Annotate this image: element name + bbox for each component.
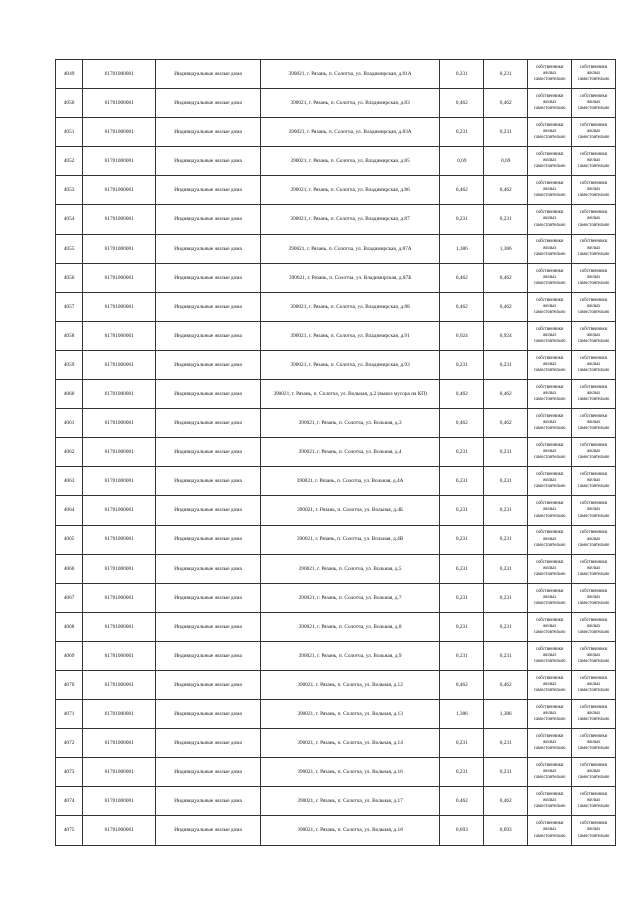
table-row [56, 612, 616, 641]
row-number-cell: 4055 [56, 234, 83, 263]
owner-party-cell: собственники жилых самостоятельно [572, 409, 616, 438]
row-number-cell: 4068 [56, 612, 83, 641]
address-cell: 390021, г. Рязань, п. Солотча, ул. Вольная, д.8 [260, 612, 440, 641]
table-row [56, 670, 616, 699]
responsible-party-cell: собственники жилых самостоятельно [528, 409, 572, 438]
oktmo-code-cell: 61701000001 [83, 60, 156, 89]
row-number-cell: 4053 [56, 176, 83, 205]
table-row [56, 147, 616, 176]
table-row [56, 758, 616, 787]
owner-party-cell: собственники жилых самостоятельно [572, 147, 616, 176]
volume-total-cell: 0,231 [484, 525, 528, 554]
object-type-cell: Индивидуальные жилые дома [156, 380, 260, 409]
object-type-cell: Индивидуальные жилые дома [156, 467, 260, 496]
volume-cell: 0,462 [440, 670, 484, 699]
address-cell: 390021, г. Рязань, п. Солотча, ул. Владимирская, д.86 [260, 176, 440, 205]
row-number-cell: 4063 [56, 467, 83, 496]
responsible-party-cell: собственники жилых самостоятельно [528, 729, 572, 758]
row-number-cell: 4057 [56, 292, 83, 321]
responsible-party-cell: собственники жилых самостоятельно [528, 205, 572, 234]
object-type-cell: Индивидуальные жилые дома [156, 147, 260, 176]
address-cell: 390021, г. Рязань, п. Солотча, ул. Вольная, д.4В [260, 525, 440, 554]
oktmo-code-cell: 61701000001 [83, 409, 156, 438]
volume-cell: 0,231 [440, 612, 484, 641]
oktmo-code-cell: 61701000001 [83, 263, 156, 292]
address-cell: 390021, г. Рязань, п. Солотча, ул. Владимирская, д.87 [260, 205, 440, 234]
volume-cell: 0,924 [440, 321, 484, 350]
object-type-cell: Индивидуальные жилые дома [156, 787, 260, 816]
row-number-cell: 4069 [56, 641, 83, 670]
row-number-cell: 4058 [56, 321, 83, 350]
object-type-cell: Индивидуальные жилые дома [156, 350, 260, 379]
responsible-party-cell: собственники жилых самостоятельно [528, 263, 572, 292]
responsible-party-cell: собственники жилых самостоятельно [528, 583, 572, 612]
owner-party-cell: собственники жилых самостоятельно [572, 583, 616, 612]
object-type-cell: Индивидуальные жилые дома [156, 409, 260, 438]
volume-total-cell: 0,231 [484, 350, 528, 379]
table-row [56, 641, 616, 670]
owner-party-cell: собственники жилых самостоятельно [572, 350, 616, 379]
volume-total-cell: 0,693 [484, 816, 528, 845]
row-number-cell: 4072 [56, 729, 83, 758]
object-type-cell: Индивидуальные жилые дома [156, 554, 260, 583]
address-cell: 390021, г. Рязань, п. Солотча, ул. Владимирская, д.81А [260, 60, 440, 89]
oktmo-code-cell: 61701000001 [83, 380, 156, 409]
responsible-party-cell: собственники жилых самостоятельно [528, 525, 572, 554]
address-cell: 390021, г. Рязань, п. Солотча, ул. Владимирская, д.87Б [260, 263, 440, 292]
responsible-party-cell: собственники жилых самостоятельно [528, 467, 572, 496]
owner-party-cell: собственники жилых самостоятельно [572, 612, 616, 641]
row-number-cell: 4061 [56, 409, 83, 438]
row-number-cell: 4071 [56, 700, 83, 729]
address-cell: 390021, г. Рязань, п. Солотча, ул. Владимирская, д.85 [260, 147, 440, 176]
owner-party-cell: собственники жилых самостоятельно [572, 641, 616, 670]
address-cell: 390021, г. Рязань, п. Солотча, ул. Владимирская, д.91 [260, 321, 440, 350]
volume-total-cell: 0,462 [484, 176, 528, 205]
owner-party-cell: собственники жилых самостоятельно [572, 176, 616, 205]
object-type-cell: Индивидуальные жилые дома [156, 670, 260, 699]
volume-cell: 0,231 [440, 758, 484, 787]
volume-total-cell: 0,462 [484, 787, 528, 816]
table-row [56, 700, 616, 729]
address-cell: 390021, г. Рязань, п. Солотча, ул. Вольная, д.18 [260, 816, 440, 845]
object-type-cell: Индивидуальные жилые дома [156, 583, 260, 612]
address-cell: 390021, г. Рязань, п. Солотча, ул. Владимирская, д.87А [260, 234, 440, 263]
volume-cell: 0,69 [440, 147, 484, 176]
address-cell: 390021, г. Рязань, п. Солотча, ул. Вольная, д.4Б [260, 496, 440, 525]
volume-total-cell: 0,462 [484, 380, 528, 409]
owner-party-cell: собственники жилых самостоятельно [572, 60, 616, 89]
responsible-party-cell: собственники жилых самостоятельно [528, 321, 572, 350]
object-type-cell: Индивидуальные жилые дома [156, 816, 260, 845]
table-row [56, 787, 616, 816]
volume-total-cell: 0,462 [484, 89, 528, 118]
oktmo-code-cell: 61701000001 [83, 496, 156, 525]
oktmo-code-cell: 61701000001 [83, 554, 156, 583]
oktmo-code-cell: 61701000001 [83, 438, 156, 467]
table-row [56, 60, 616, 89]
volume-total-cell: 0,231 [484, 641, 528, 670]
volume-total-cell: 0,231 [484, 729, 528, 758]
owner-party-cell: собственники жилых самостоятельно [572, 729, 616, 758]
registry-table [55, 59, 616, 846]
address-cell: 390021, г. Рязань, п. Солотча, ул. Владимирская, д.83А [260, 118, 440, 147]
address-cell: 390021, г. Рязань, п. Солотча, ул. Вольная, д.9 [260, 641, 440, 670]
oktmo-code-cell: 61701000001 [83, 816, 156, 845]
responsible-party-cell: собственники жилых самостоятельно [528, 350, 572, 379]
table-row [56, 583, 616, 612]
volume-total-cell: 0,462 [484, 263, 528, 292]
address-cell: 390021, г. Рязань, п. Солотча, ул. Вольная, д.7 [260, 583, 440, 612]
oktmo-code-cell: 61701000001 [83, 729, 156, 758]
table-row [56, 525, 616, 554]
volume-cell: 0,231 [440, 60, 484, 89]
oktmo-code-cell: 61701000001 [83, 205, 156, 234]
responsible-party-cell: собственники жилых самостоятельно [528, 292, 572, 321]
volume-cell: 0,231 [440, 438, 484, 467]
object-type-cell: Индивидуальные жилые дома [156, 89, 260, 118]
owner-party-cell: собственники жилых самостоятельно [572, 554, 616, 583]
row-number-cell: 4073 [56, 758, 83, 787]
table-row [56, 263, 616, 292]
owner-party-cell: собственники жилых самостоятельно [572, 205, 616, 234]
volume-total-cell: 0,462 [484, 409, 528, 438]
object-type-cell: Индивидуальные жилые дома [156, 321, 260, 350]
oktmo-code-cell: 61701000001 [83, 234, 156, 263]
table-body [56, 60, 616, 846]
owner-party-cell: собственники жилых самостоятельно [572, 816, 616, 845]
volume-total-cell: 0,231 [484, 554, 528, 583]
object-type-cell: Индивидуальные жилые дома [156, 612, 260, 641]
responsible-party-cell: собственники жилых самостоятельно [528, 612, 572, 641]
volume-cell: 0,693 [440, 816, 484, 845]
volume-cell: 0,462 [440, 89, 484, 118]
address-cell: 390021, г. Рязань, п. Солотча, ул. Владимирская, д.93 [260, 350, 440, 379]
volume-cell: 0,231 [440, 641, 484, 670]
row-number-cell: 4070 [56, 670, 83, 699]
table-row [56, 89, 616, 118]
volume-total-cell: 0,231 [484, 583, 528, 612]
row-number-cell: 4051 [56, 118, 83, 147]
owner-party-cell: собственники жилых самостоятельно [572, 467, 616, 496]
owner-party-cell: собственники жилых самостоятельно [572, 525, 616, 554]
table-row [56, 350, 616, 379]
object-type-cell: Индивидуальные жилые дома [156, 438, 260, 467]
table-row [56, 380, 616, 409]
address-cell: 390021, г. Рязань, п. Солотча, ул. Вольная, д.4А [260, 467, 440, 496]
volume-total-cell: 0,231 [484, 60, 528, 89]
owner-party-cell: собственники жилых самостоятельно [572, 787, 616, 816]
volume-cell: 0,231 [440, 525, 484, 554]
responsible-party-cell: собственники жилых самостоятельно [528, 89, 572, 118]
row-number-cell: 4067 [56, 583, 83, 612]
object-type-cell: Индивидуальные жилые дома [156, 758, 260, 787]
oktmo-code-cell: 61701000001 [83, 118, 156, 147]
volume-total-cell: 0,462 [484, 292, 528, 321]
oktmo-code-cell: 61701000001 [83, 176, 156, 205]
table-row [56, 118, 616, 147]
table-row [56, 496, 616, 525]
owner-party-cell: собственники жилых самостоятельно [572, 292, 616, 321]
oktmo-code-cell: 61701000001 [83, 292, 156, 321]
volume-cell: 0,462 [440, 380, 484, 409]
responsible-party-cell: собственники жилых самостоятельно [528, 147, 572, 176]
table-row [56, 729, 616, 758]
table-row [56, 438, 616, 467]
oktmo-code-cell: 61701000001 [83, 787, 156, 816]
oktmo-code-cell: 61701000001 [83, 147, 156, 176]
volume-cell: 0,462 [440, 409, 484, 438]
responsible-party-cell: собственники жилых самостоятельно [528, 816, 572, 845]
oktmo-code-cell: 61701000001 [83, 670, 156, 699]
row-number-cell: 4049 [56, 60, 83, 89]
volume-total-cell: 0,69 [484, 147, 528, 176]
row-number-cell: 4075 [56, 816, 83, 845]
owner-party-cell: собственники жилых самостоятельно [572, 438, 616, 467]
address-cell: 390021, г. Рязань, п. Солотча, ул. Вольная, д.2 (вывоз мусора на КП) [260, 380, 440, 409]
address-cell: 390021, г. Рязань, п. Солотча, ул. Владимирская, д.83 [260, 89, 440, 118]
object-type-cell: Индивидуальные жилые дома [156, 641, 260, 670]
volume-total-cell: 0,231 [484, 467, 528, 496]
table-row [56, 321, 616, 350]
object-type-cell: Индивидуальные жилые дома [156, 205, 260, 234]
responsible-party-cell: собственники жилых самостоятельно [528, 60, 572, 89]
volume-cell: 0,462 [440, 176, 484, 205]
owner-party-cell: собственники жилых самостоятельно [572, 118, 616, 147]
object-type-cell: Индивидуальные жилые дома [156, 60, 260, 89]
volume-cell: 0,231 [440, 729, 484, 758]
object-type-cell: Индивидуальные жилые дома [156, 525, 260, 554]
owner-party-cell: собственники жилых самостоятельно [572, 380, 616, 409]
volume-cell: 1,386 [440, 700, 484, 729]
table-row [56, 816, 616, 845]
volume-cell: 0,231 [440, 554, 484, 583]
oktmo-code-cell: 61701000001 [83, 350, 156, 379]
responsible-party-cell: собственники жилых самостоятельно [528, 496, 572, 525]
object-type-cell: Индивидуальные жилые дома [156, 176, 260, 205]
volume-total-cell: 0,231 [484, 758, 528, 787]
row-number-cell: 4066 [56, 554, 83, 583]
volume-total-cell: 0,231 [484, 612, 528, 641]
responsible-party-cell: собственники жилых самостоятельно [528, 554, 572, 583]
object-type-cell: Индивидуальные жилые дома [156, 496, 260, 525]
address-cell: 390021, г. Рязань, п. Солотча, ул. Вольная, д.12 [260, 670, 440, 699]
responsible-party-cell: собственники жилых самостоятельно [528, 700, 572, 729]
row-number-cell: 4052 [56, 147, 83, 176]
address-cell: 390021, г. Рязань, п. Солотча, ул. Вольная, д.3 [260, 409, 440, 438]
volume-cell: 0,231 [440, 467, 484, 496]
table-row [56, 176, 616, 205]
volume-cell: 0,462 [440, 263, 484, 292]
volume-total-cell: 0,462 [484, 670, 528, 699]
address-cell: 390021, г. Рязань, п. Солотча, ул. Вольная, д.5 [260, 554, 440, 583]
volume-total-cell: 0,231 [484, 438, 528, 467]
oktmo-code-cell: 61701000001 [83, 525, 156, 554]
object-type-cell: Индивидуальные жилые дома [156, 118, 260, 147]
volume-total-cell: 1,386 [484, 700, 528, 729]
row-number-cell: 4059 [56, 350, 83, 379]
table-row [56, 554, 616, 583]
object-type-cell: Индивидуальные жилые дома [156, 700, 260, 729]
volume-cell: 0,462 [440, 292, 484, 321]
object-type-cell: Индивидуальные жилые дома [156, 292, 260, 321]
volume-total-cell: 0,231 [484, 118, 528, 147]
oktmo-code-cell: 61701000001 [83, 467, 156, 496]
row-number-cell: 4064 [56, 496, 83, 525]
row-number-cell: 4062 [56, 438, 83, 467]
row-number-cell: 4060 [56, 380, 83, 409]
responsible-party-cell: собственники жилых самостоятельно [528, 787, 572, 816]
owner-party-cell: собственники жилых самостоятельно [572, 496, 616, 525]
row-number-cell: 4050 [56, 89, 83, 118]
table-row [56, 292, 616, 321]
object-type-cell: Индивидуальные жилые дома [156, 729, 260, 758]
oktmo-code-cell: 61701000001 [83, 321, 156, 350]
address-cell: 390021, г. Рязань, п. Солотча, ул. Вольная, д.13 [260, 700, 440, 729]
object-type-cell: Индивидуальные жилые дома [156, 234, 260, 263]
owner-party-cell: собственники жилых самостоятельно [572, 758, 616, 787]
table-row [56, 409, 616, 438]
oktmo-code-cell: 61701000001 [83, 700, 156, 729]
responsible-party-cell: собственники жилых самостоятельно [528, 176, 572, 205]
oktmo-code-cell: 61701000001 [83, 641, 156, 670]
responsible-party-cell: собственники жилых самостоятельно [528, 670, 572, 699]
owner-party-cell: собственники жилых самостоятельно [572, 263, 616, 292]
volume-total-cell: 0,231 [484, 205, 528, 234]
table-row [56, 467, 616, 496]
responsible-party-cell: собственники жилых самостоятельно [528, 380, 572, 409]
volume-total-cell: 1,386 [484, 234, 528, 263]
volume-cell: 0,231 [440, 118, 484, 147]
owner-party-cell: собственники жилых самостоятельно [572, 321, 616, 350]
owner-party-cell: собственники жилых самостоятельно [572, 234, 616, 263]
row-number-cell: 4056 [56, 263, 83, 292]
responsible-party-cell: собственники жилых самостоятельно [528, 118, 572, 147]
row-number-cell: 4065 [56, 525, 83, 554]
table-row [56, 234, 616, 263]
object-type-cell: Индивидуальные жилые дома [156, 263, 260, 292]
volume-total-cell: 0,231 [484, 496, 528, 525]
oktmo-code-cell: 61701000001 [83, 89, 156, 118]
volume-cell: 0,462 [440, 787, 484, 816]
volume-total-cell: 0,924 [484, 321, 528, 350]
row-number-cell: 4054 [56, 205, 83, 234]
owner-party-cell: собственники жилых самостоятельно [572, 89, 616, 118]
oktmo-code-cell: 61701000001 [83, 583, 156, 612]
responsible-party-cell: собственники жилых самостоятельно [528, 641, 572, 670]
owner-party-cell: собственники жилых самостоятельно [572, 670, 616, 699]
table-row [56, 205, 616, 234]
address-cell: 390021, г. Рязань, п. Солотча, ул. Вольная, д.16 [260, 758, 440, 787]
volume-cell: 1,386 [440, 234, 484, 263]
address-cell: 390021, г. Рязань, п. Солотча, ул. Вольная, д.4 [260, 438, 440, 467]
oktmo-code-cell: 61701000001 [83, 612, 156, 641]
volume-cell: 0,231 [440, 205, 484, 234]
address-cell: 390021, г. Рязань, п. Солотча, ул. Вольная, д.14 [260, 729, 440, 758]
address-cell: 390021, г. Рязань, п. Солотча, ул. Вольная, д.17 [260, 787, 440, 816]
responsible-party-cell: собственники жилых самостоятельно [528, 758, 572, 787]
volume-cell: 0,231 [440, 350, 484, 379]
responsible-party-cell: собственники жилых самостоятельно [528, 234, 572, 263]
volume-cell: 0,231 [440, 583, 484, 612]
responsible-party-cell: собственники жилых самостоятельно [528, 438, 572, 467]
address-cell: 390021, г. Рязань, п. Солотча, ул. Владимирская, д.88 [260, 292, 440, 321]
volume-cell: 0,231 [440, 496, 484, 525]
row-number-cell: 4074 [56, 787, 83, 816]
owner-party-cell: собственники жилых самостоятельно [572, 700, 616, 729]
oktmo-code-cell: 61701000001 [83, 758, 156, 787]
